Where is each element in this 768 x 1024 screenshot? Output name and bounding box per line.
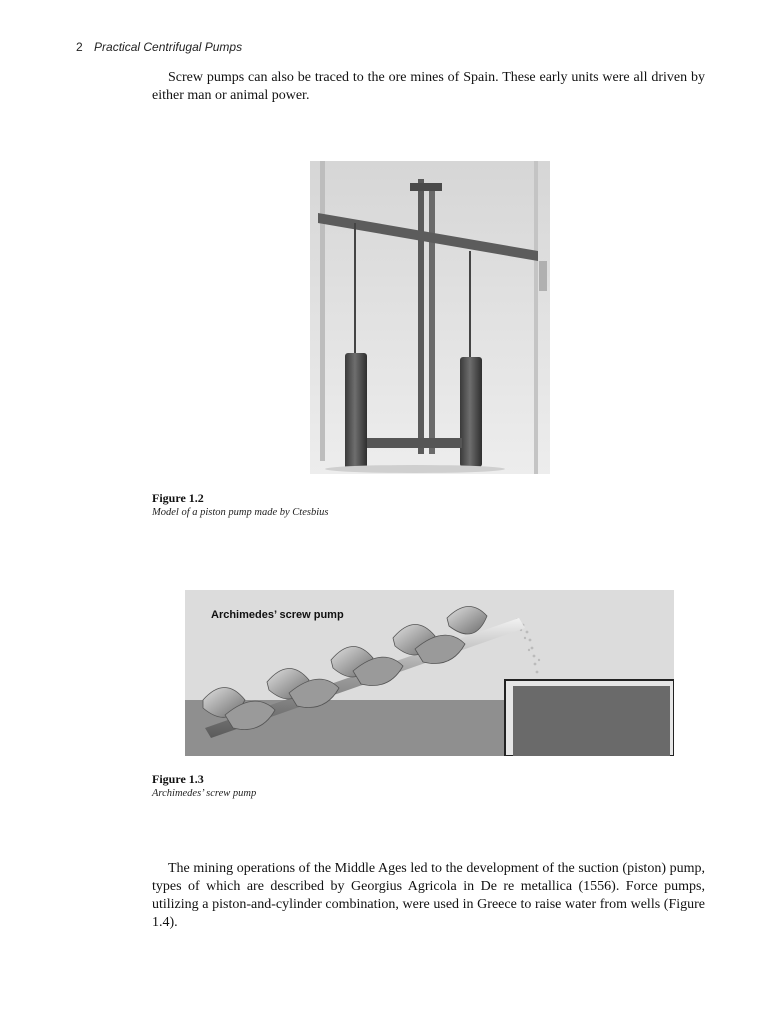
paragraph-mining xyxy=(152,860,705,932)
figure-1-3-inner-label: Archimedes’ screw pump xyxy=(211,609,344,621)
paragraph-intro xyxy=(152,69,705,105)
figure-1-2-image xyxy=(310,161,550,474)
figure-1-3-caption xyxy=(152,771,256,801)
book-title: Practical Centrifugal Pumps xyxy=(94,40,243,54)
figure-1-2-caption-text: Model of a piston pump made by Ctesbius xyxy=(152,507,329,518)
paragraph-intro-text: Screw pumps can also be traced to the ore mines of Spain. These early units were all driven by either man or animal power. xyxy=(152,70,705,103)
figure-1-3-caption-text: Archimedes’ screw pump xyxy=(152,788,257,799)
figure-1-3-image xyxy=(185,590,674,756)
figure-1-2-number: Figure 1.2 xyxy=(152,491,204,505)
figure-1-3-number: Figure 1.3 xyxy=(152,772,204,786)
running-head xyxy=(76,40,242,54)
figure-1-2-caption xyxy=(152,490,328,520)
page-number: 2 xyxy=(76,40,83,54)
paragraph-mining-text: The mining operations of the Middle Ages led to the development of the suction (piston) pump, types of which are described by Georgius Agricola in De re metallica (1556). Force pumps, utilizing a piston-and-cylinder combination, were used in Greece to raise water from wells (Figure 1.4). xyxy=(152,861,705,930)
